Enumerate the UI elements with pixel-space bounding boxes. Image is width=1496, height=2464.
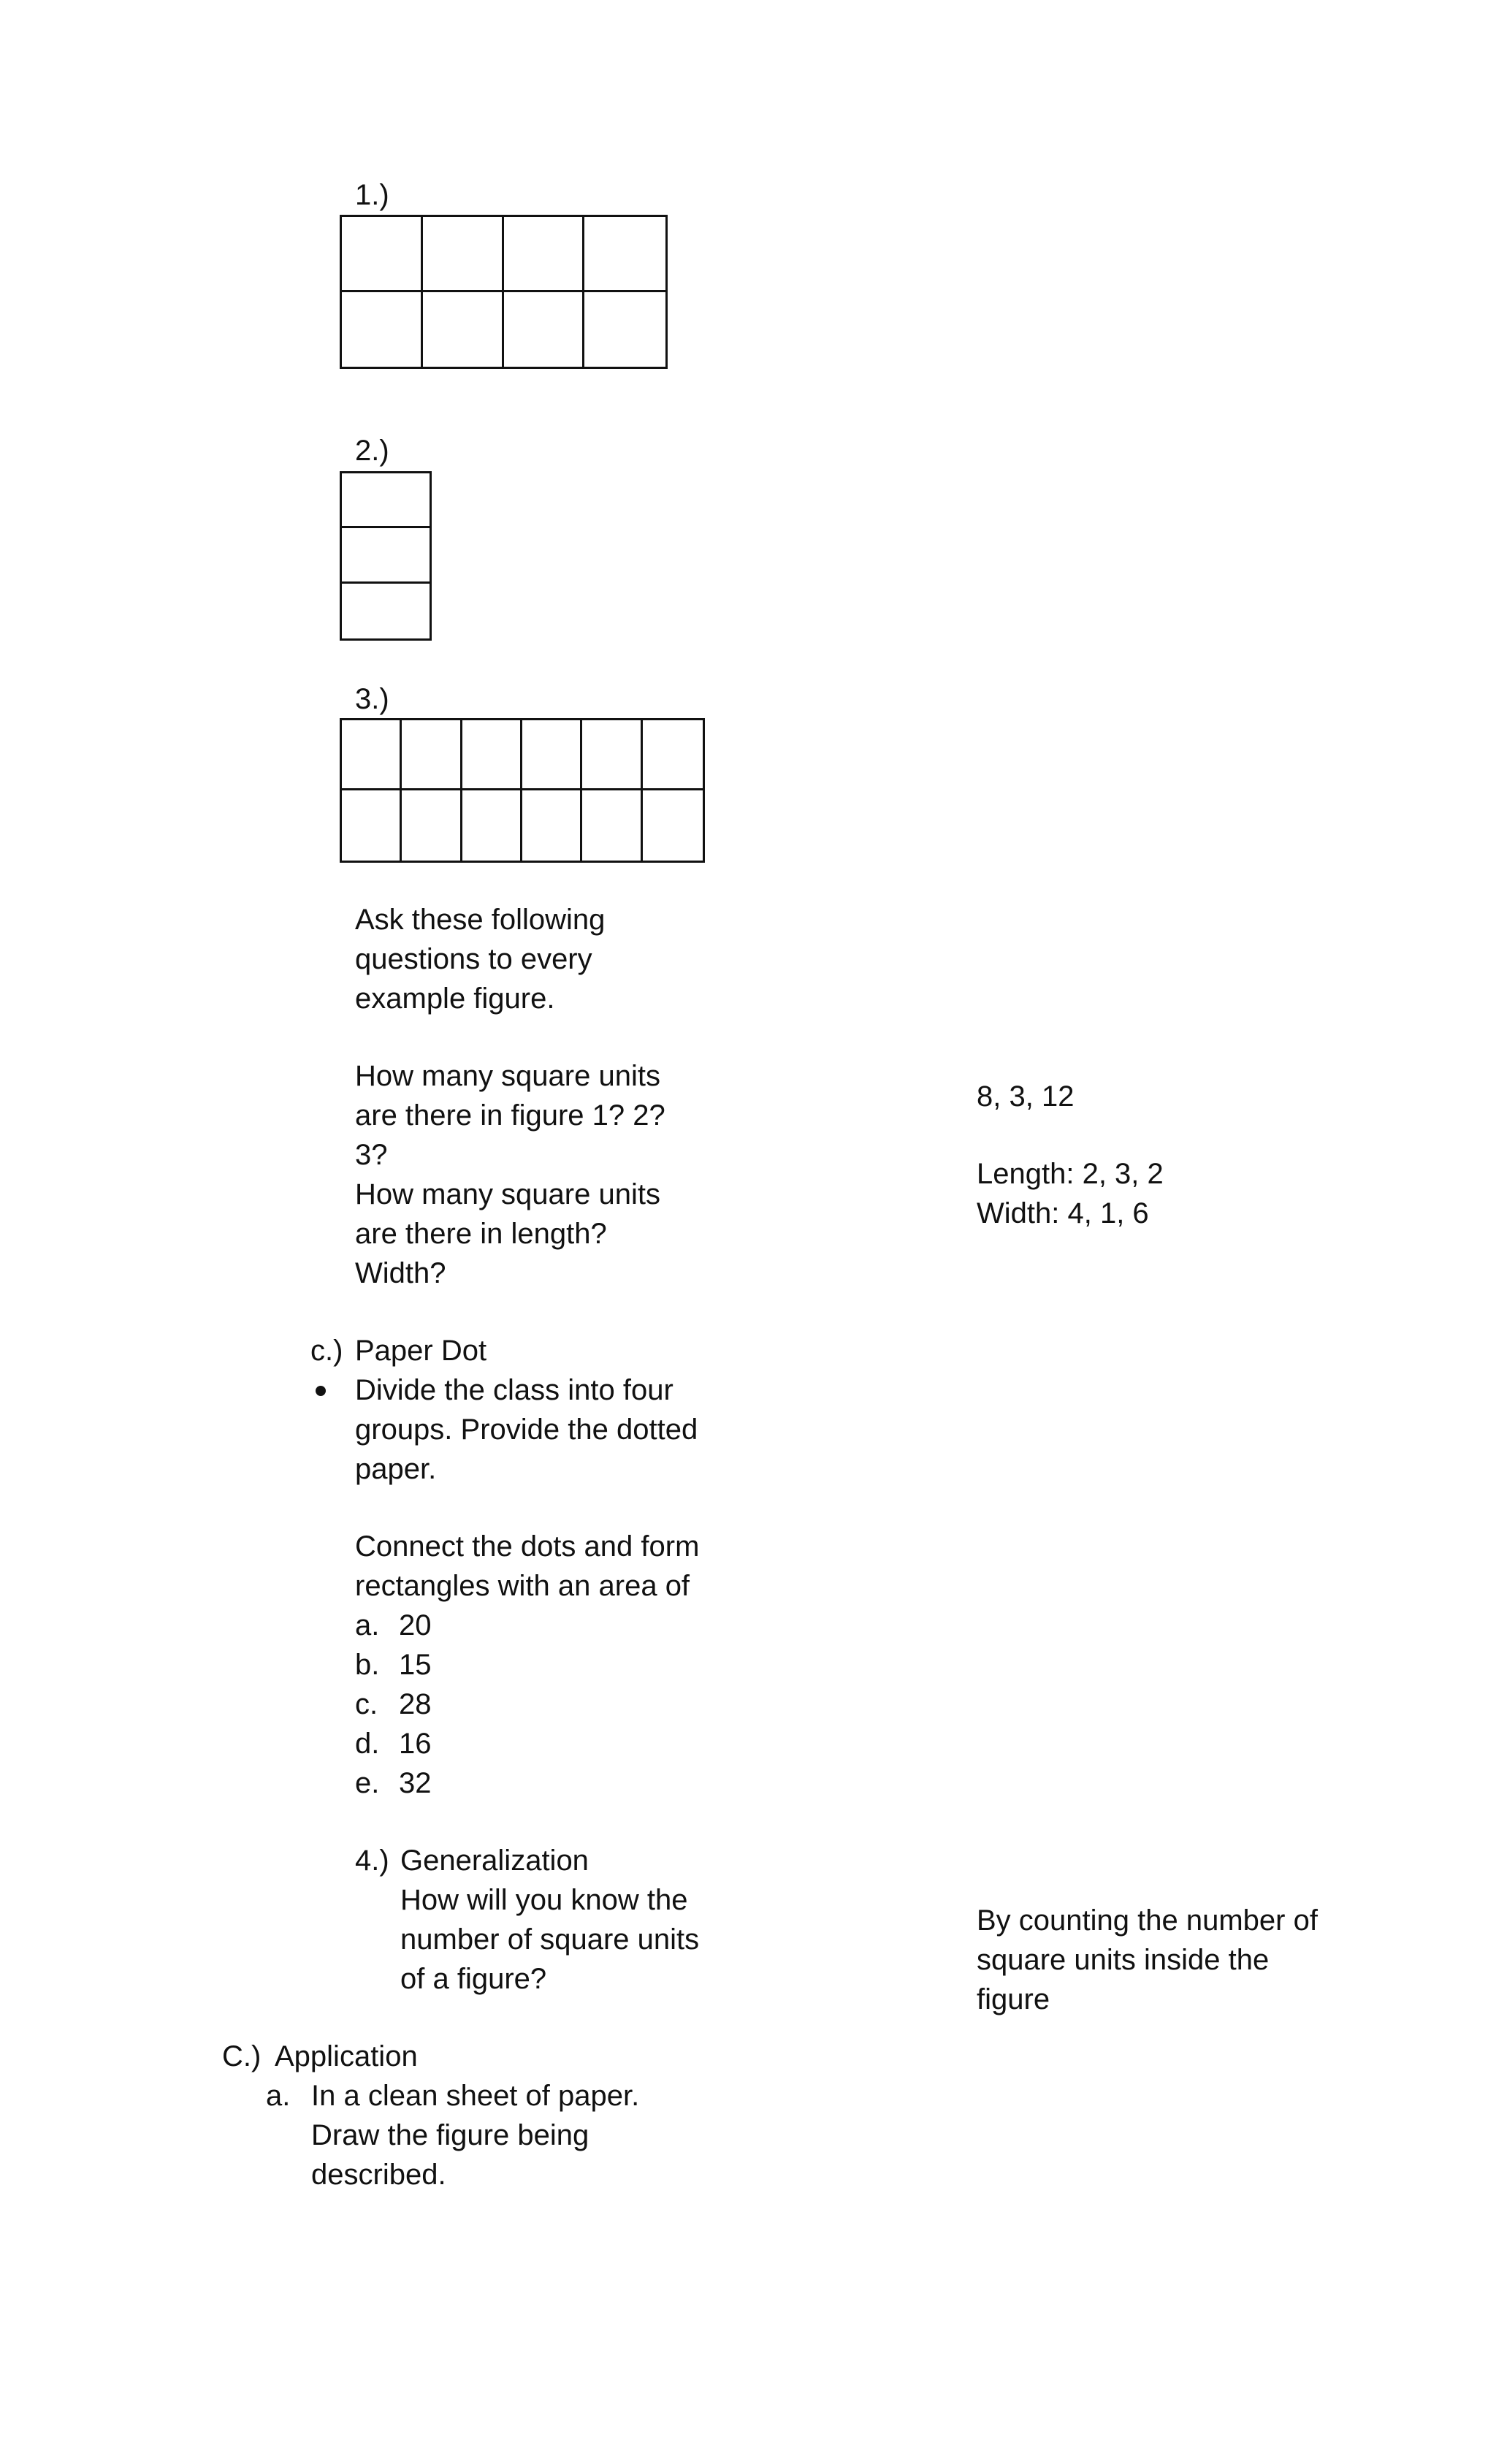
option-letter-e: e. [355, 1767, 380, 1799]
option-letter-d: d. [355, 1728, 380, 1760]
generalization-marker: 4.) [355, 1845, 389, 1877]
figure-2-label: 2.) [355, 435, 389, 467]
grid-cell [584, 217, 665, 292]
grid-cell [462, 720, 522, 790]
paper-dot-title: Paper Dot [355, 1335, 487, 1367]
application-item-line-3: described. [311, 2159, 446, 2191]
generalization-line-3: of a figure? [400, 1963, 547, 1995]
figure-2-grid [340, 471, 432, 641]
option-letter-b: b. [355, 1649, 380, 1681]
grid-cell [342, 217, 423, 292]
generalization-answer-line-1: By counting the number of [977, 1904, 1318, 1937]
grid-cell [584, 292, 665, 367]
grid-cell [342, 528, 430, 583]
grid-cell [402, 790, 462, 861]
application-item-line-2: Draw the figure being [311, 2119, 589, 2151]
paper-dot-bullet-line-2: groups. Provide the dotted [355, 1414, 698, 1446]
grid-cell [582, 720, 642, 790]
generalization-line-2: number of square units [400, 1923, 700, 1956]
grid-cell [342, 584, 430, 638]
application-item-marker: a. [266, 2080, 291, 2112]
grid-cell [582, 790, 642, 861]
application-title: Application [275, 2040, 418, 2072]
answer-width: Width: 4, 1, 6 [977, 1197, 1149, 1229]
bullet-icon [316, 1386, 326, 1396]
generalization-title: Generalization [400, 1845, 589, 1877]
option-value-b: 15 [399, 1649, 432, 1681]
ask-line-1: Ask these following [355, 904, 606, 936]
question-1-line-1: How many square units [355, 1060, 660, 1092]
option-value-c: 28 [399, 1688, 432, 1720]
grid-cell [342, 720, 402, 790]
option-value-a: 20 [399, 1609, 432, 1641]
ask-line-3: example figure. [355, 983, 555, 1015]
question-2-line-1: How many square units [355, 1178, 660, 1210]
answer-counts: 8, 3, 12 [977, 1080, 1075, 1113]
paper-dot-bullet-line-3: paper. [355, 1453, 437, 1485]
application-item-line-1: In a clean sheet of paper. [311, 2080, 640, 2112]
question-1-line-3: 3? [355, 1139, 388, 1171]
application-marker: C.) [222, 2040, 262, 2072]
paper-dot-bullet-line-1: Divide the class into four [355, 1374, 673, 1406]
grid-cell [342, 790, 402, 861]
question-2-line-2: are there in length? [355, 1218, 607, 1250]
option-value-d: 16 [399, 1728, 432, 1760]
grid-cell [522, 790, 582, 861]
figure-3-label: 3.) [355, 683, 389, 715]
grid-cell [504, 292, 585, 367]
paper-dot-instruction-line-1: Connect the dots and form [355, 1530, 700, 1563]
grid-cell [462, 790, 522, 861]
grid-cell [423, 292, 504, 367]
generalization-answer-line-3: figure [977, 1983, 1050, 2015]
grid-cell [643, 720, 703, 790]
grid-cell [342, 473, 430, 528]
question-2-line-3: Width? [355, 1257, 446, 1289]
figure-1-grid [340, 215, 668, 369]
paper-dot-marker: c.) [310, 1335, 343, 1367]
grid-cell [402, 720, 462, 790]
generalization-line-1: How will you know the [400, 1884, 688, 1916]
ask-line-2: questions to every [355, 943, 592, 975]
generalization-answer-line-2: square units inside the [977, 1944, 1270, 1976]
paper-dot-instruction-line-2: rectangles with an area of [355, 1570, 690, 1602]
answer-length: Length: 2, 3, 2 [977, 1158, 1164, 1190]
option-letter-c: c. [355, 1688, 378, 1720]
option-letter-a: a. [355, 1609, 380, 1641]
grid-cell [522, 720, 582, 790]
question-1-line-2: are there in figure 1? 2? [355, 1099, 665, 1132]
option-value-e: 32 [399, 1767, 432, 1799]
grid-cell [504, 217, 585, 292]
grid-cell [342, 292, 423, 367]
grid-cell [643, 790, 703, 861]
figure-3-grid [340, 718, 705, 863]
figure-1-label: 1.) [355, 179, 389, 211]
grid-cell [423, 217, 504, 292]
